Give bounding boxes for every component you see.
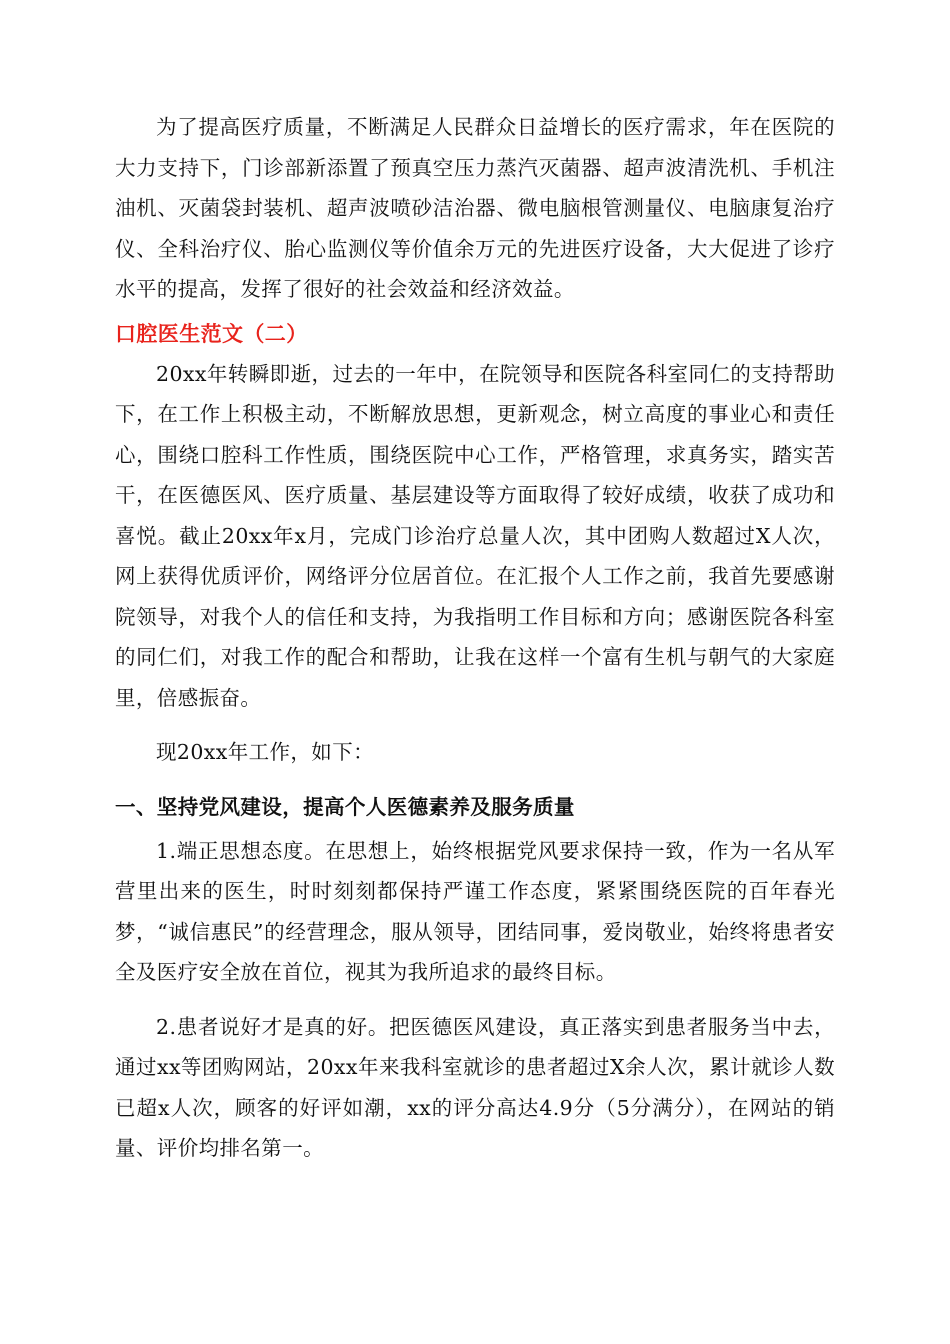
item-1: 1.端正思想态度。在思想上，始终根据党风要求保持一致，作为一名从军营里出来的医生，时时刻刻都保持严谨工作态度，紧紧围绕医院的百年春光梦，“诚信惠民”的经营理念，服从领导，团结同事，爱岗敬业，始终将患者安全及医疗安全放在首位，视其为我所追求的最终目标。: [115, 838, 835, 984]
paragraph-3: 现20xx年工作，如下：: [156, 740, 375, 764]
heading-1: 一、坚持党风建设，提高个人医德素养及服务质量: [115, 794, 575, 819]
document-body: [115, 107, 835, 1169]
paragraph-1: 为了提高医疗质量，不断满足人民群众日益增长的医疗需求，年在医院的大力支持下，门诊部新添置了预真空压力蒸汽灭菌器、超声波清洗机、手机注油机、灭菌袋封装机、超声波喷砂洁治器、微电脑根管测量仪、电脑康复治疗仪、全科治疗仪、胎心监测仪等价值余万元的先进医疗设备，大大促进了诊疗水平的提高，发挥了很好的社会效益和经济效益。: [115, 115, 835, 301]
paragraph-2: 20xx年转瞬即逝，过去的一年中，在院领导和医院各科室同仁的支持帮助下，在工作上积极主动，不断解放思想，更新观念，树立高度的事业心和责任心，围绕口腔科工作性质，围绕医院中心工作，严格管理，求真务实，踏实苦干，在医德医风、医疗质量、基层建设等方面取得了较好成绩，收获了成功和喜悦。截止20xx年x月，完成门诊治疗总量人次，其中团购人数超过X人次，网上获得优质评价，网络评分位居首位。在汇报个人工作之前，我首先要感谢院领导，对我个人的信任和支持，为我指明工作目标和方向；感谢医院各科室的同仁们，对我工作的配合和帮助，让我在这样一个富有生机与朝气的大家庭里，倍感振奋。: [115, 361, 835, 710]
section-title: 口腔医生范文（二）: [115, 321, 308, 346]
item-2: 2.患者说好才是真的好。把医德医风建设，真正落实到患者服务当中去，通过xx等团购网站，20xx年来我科室就诊的患者超过X余人次，累计就诊人数已超x人次，顾客的好评如潮，xx的评分高达4.9分（5分满分），在网站的销量、评价均排名第一。: [115, 1014, 835, 1160]
